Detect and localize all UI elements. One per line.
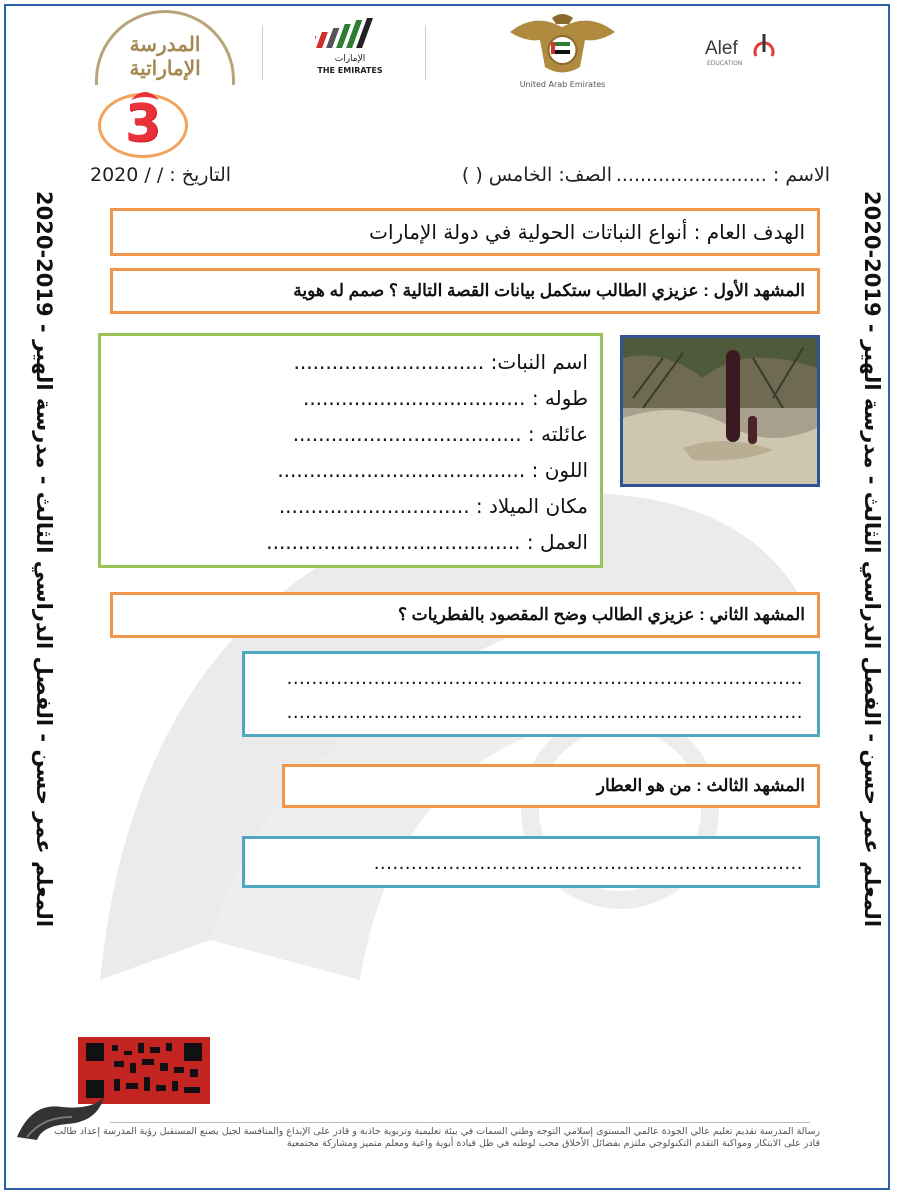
uae-emblem-logo (505, 12, 620, 92)
grade-field: الصف: الخامس ( ) (461, 164, 612, 186)
answer3-line[interactable]: ..................................................................... (373, 853, 803, 874)
side-banner-left: المعلم عمر حسن - الفصل الدراسي الثالث - مدرسة الهير - 2019-2020 (32, 190, 56, 928)
scene2-answer-box[interactable] (242, 651, 820, 737)
general-goal-text: الهدف العام : أنواع النباتات الحولية في دولة الإمارات (369, 220, 805, 244)
school-logo-line1: المدرسة (129, 32, 201, 56)
footer-divider (110, 1122, 810, 1123)
form-line-family[interactable]: عائلته : .................................... (292, 422, 588, 446)
emirates-logo-arabic: الإمارات (334, 54, 366, 64)
scene2-text: المشهد الثاني : عزيزي الطالب وضح المقصود بالفطريات ؟ (397, 605, 805, 624)
answer2-line-2[interactable]: ................................................................................... (286, 702, 803, 723)
alef-logo-text: Alef (705, 38, 738, 59)
worksheet-number: 3 (124, 94, 162, 154)
form-line-job[interactable]: العمل : ........................................ (266, 530, 588, 554)
form-line-color[interactable]: اللون : ....................................... (277, 458, 588, 482)
emirates-logo-english: THE EMIRATES (317, 66, 383, 75)
logo-divider (425, 25, 426, 80)
emirates-bars-icon (315, 18, 385, 50)
plant-photo (620, 335, 820, 487)
school-logo (90, 10, 240, 85)
date-field[interactable]: التاريخ : / / 2020 (90, 164, 232, 186)
side-banner-right: المعلم عمر حسن - الفصل الدراسي الثالث - مدرسة الهير - 2019-2020 (860, 190, 884, 928)
scene1-text: المشهد الأول : عزيزي الطالب ستكمل بيانات القصة التالية ؟ صمم له هوية (293, 281, 805, 300)
logo-divider (262, 25, 263, 80)
scene2-box (110, 592, 820, 638)
alef-mark-icon (753, 34, 775, 58)
answer2-line-1[interactable]: ................................................................................... (286, 668, 803, 689)
emblem-caption: United Arab Emirates (519, 80, 606, 89)
falcon-emblem-icon (505, 12, 620, 78)
scene3-answer-box[interactable] (242, 836, 820, 888)
student-info-line (90, 164, 830, 194)
school-mission-vision-footer: رسالة المدرسة تقديم تعليم عالي الجودة عالمي المستوى إسلامي التوجه وطني السمات في بيئة تعليمية وتربوية جاذبة و قادر على الإبداع والمنافسة لجيل يصنع المستقبل رؤية المدرسة إعداد طالب قادر على الابتكار ومواكبة التقدم التكنولوجي ملتزم بفضائل الأخلاق محب لوطنه في ظل قيادة أبوية واعية ومعلم متميز ومشاركة مجتمعية (54, 1126, 820, 1149)
worksheet-number-badge (98, 93, 188, 158)
name-field[interactable]: الاسم : ......................... (615, 164, 830, 186)
the-emirates-logo (305, 18, 395, 83)
plant-identity-form (98, 333, 603, 568)
alef-logo-subtext: EDUCATION (707, 60, 743, 67)
school-logo-line2: الإماراتية (129, 56, 201, 80)
form-line-name[interactable]: اسم النبات: .............................. (293, 350, 588, 374)
scene1-box (110, 268, 820, 314)
scene3-box (282, 764, 820, 808)
alef-education-logo (705, 38, 785, 68)
general-goal-box (110, 208, 820, 256)
form-line-birthplace[interactable]: مكان الميلاد : .............................. (278, 494, 588, 518)
scene3-text: المشهد الثالث : من هو العطار (596, 776, 805, 795)
desert-plant-image (623, 338, 817, 484)
form-line-height[interactable]: طوله : ................................... (302, 386, 588, 410)
